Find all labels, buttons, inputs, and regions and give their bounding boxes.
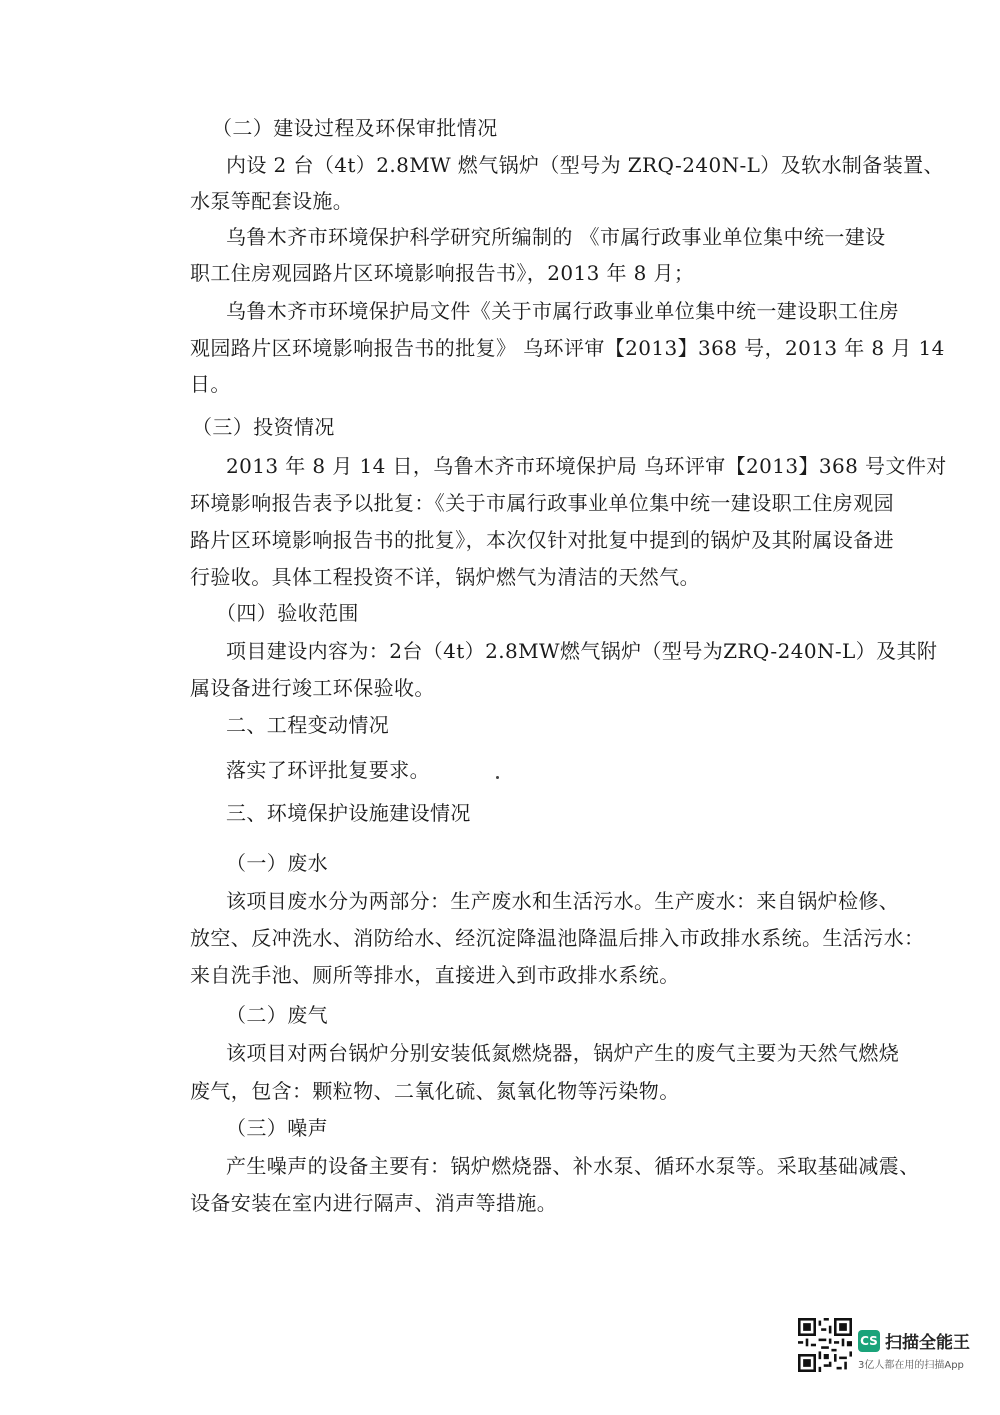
paragraph-line: 路片区环境影响报告书的批复》，本次仅针对批复中提到的锅炉及其附属设备进 bbox=[190, 528, 894, 552]
section-heading: （二）建设过程及环保审批情况 bbox=[212, 116, 498, 140]
section-heading: （四）验收范围 bbox=[216, 601, 359, 625]
paragraph-line: 产生噪声的设备主要有：锅炉燃烧器、补水泵、循环水泵等。采取基础减震、 bbox=[226, 1154, 920, 1178]
section-heading: （三）噪声 bbox=[226, 1116, 328, 1140]
paragraph-line: 职工住房观园路片区环境影响报告书》，2013 年 8 月； bbox=[190, 261, 695, 285]
qr-code-icon bbox=[798, 1318, 852, 1372]
section-heading: 二、工程变动情况 bbox=[226, 713, 390, 737]
scanner-watermark bbox=[798, 1318, 988, 1374]
paragraph-line: 环境影响报告表予以批复：《关于市属行政事业单位集中统一建设职工住房观园 bbox=[190, 491, 894, 515]
paragraph-line: 落实了环评批复要求。 bbox=[226, 758, 430, 782]
section-heading: （二）废气 bbox=[226, 1003, 328, 1027]
paragraph-line: 乌鲁木齐市环境保护局文件《关于市属行政事业单位集中统一建设职工住房 bbox=[226, 299, 900, 323]
paragraph-line: 观园路片区环境影响报告书的批复》 乌环评审【2013】368 号，2013 年 8 月 14 bbox=[190, 336, 945, 360]
paragraph-line: 来自洗手池、厕所等排水，直接进入到市政排水系统。 bbox=[190, 963, 680, 987]
section-heading: 三、环境保护设施建设情况 bbox=[226, 801, 471, 825]
paragraph-line: 该项目废水分为两部分：生产废水和生活污水。生产废水：来自锅炉检修、 bbox=[226, 889, 900, 913]
paragraph-line: 行验收。具体工程投资不详，锅炉燃气为清洁的天然气。 bbox=[190, 565, 700, 589]
paragraph-line: 2013 年 8 月 14 日，乌鲁木齐市环境保护局 乌环评审【2013】368 号文件对 bbox=[226, 454, 947, 478]
paragraph-line: 乌鲁木齐市环境保护科学研究所编制的 《市属行政事业单位集中统一建设 bbox=[226, 225, 886, 249]
section-heading: （一）废水 bbox=[226, 851, 328, 875]
scan-speck bbox=[496, 776, 499, 779]
brand-tagline: 3亿人都在用的扫描App bbox=[858, 1360, 964, 1371]
brand-name: 扫描全能王 bbox=[885, 1333, 970, 1353]
paragraph-line: 该项目对两台锅炉分别安装低氮燃烧器，锅炉产生的废气主要为天然气燃烧 bbox=[226, 1041, 900, 1065]
camscanner-logo: CS bbox=[858, 1330, 880, 1352]
paragraph-line: 设备安装在室内进行隔声、消声等措施。 bbox=[190, 1191, 558, 1215]
section-heading: （三）投资情况 bbox=[192, 415, 335, 439]
paragraph-line: 项目建设内容为：2台（4t）2.8MW燃气锅炉（型号为ZRQ-240N-L）及其附 bbox=[226, 639, 938, 663]
paragraph-line: 日。 bbox=[190, 372, 231, 396]
paragraph-line: 内设 2 台（4t）2.8MW 燃气锅炉（型号为 ZRQ-240N-L）及软水制备装置、 bbox=[226, 153, 944, 177]
paragraph-line: 废气，包含：颗粒物、二氧化硫、氮氧化物等污染物。 bbox=[190, 1079, 680, 1103]
paragraph-line: 放空、反冲洗水、消防给水、经沉淀降温池降温后排入市政排水系统。生活污水： bbox=[190, 926, 925, 950]
paragraph-line: 属设备进行竣工环保验收。 bbox=[190, 676, 435, 700]
paragraph-line: 水泵等配套设施。 bbox=[190, 189, 354, 213]
